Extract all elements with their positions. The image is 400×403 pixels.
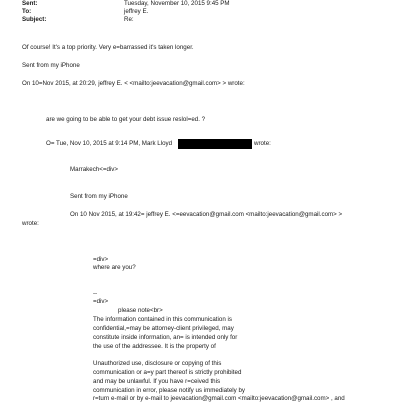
subject-value: Re: [124,16,134,23]
disclaimer-line-2: confidential,=may be attorney-client privileged, may [93,325,234,332]
div-open-tag-2: =div> [93,298,109,305]
where-are-you: where are you? [93,264,136,271]
sent-from-iphone-1: Sent from my iPhone [22,62,80,69]
quote-header-1: On 10=Nov 2015, at 20:29, jeffrey E. < <mailto:jeevacation@gmail.com> > wrote: [22,80,245,87]
quote-header-3-wrote: wrote: [22,220,39,227]
quote-header-2-prefix: O= Tue, Nov 10, 2015 at 9:14 PM, Mark Lloyd [46,140,173,147]
unauthorized-line-3: and may be unlawful. If you have r=ceived this [93,378,221,385]
unauthorized-line-4: communication in error, please notify us immediately by [93,387,246,394]
disclaimer-line-4: the use of the addressee. It is the property of [93,343,216,350]
reply-line: Of course! It's a top priority. Very e=barrassed it's taken longer. [22,44,194,51]
quote-header-2-suffix: wrote: [254,140,271,147]
disclaimer-line-3: constitute inside information, an= is intended only for [93,334,238,341]
marrakech-line: Marrakech<=div> [70,166,118,173]
to-value: jeffrey E. [124,8,149,15]
quote-header-3: On 10 Nov 2015, at 19:42= jeffrey E. <=eevacation@gmail.com <mailto:jeevacation@gmail.com> > [70,211,343,218]
redaction-bar [178,139,252,149]
sent-from-iphone-2: Sent from my iPhone [70,193,128,200]
subject-label: Subject: [22,16,47,23]
please-note: please note<br> [118,307,163,314]
unauthorized-line-2: communication or a=y part thereof is strictly prohibited [93,369,242,376]
unauthorized-line-5: r=turn e-mail or by e-mail to jeevacation@gmail.com <mailto:jeevacation@gmail.com> , and [93,395,345,402]
disclaimer-line-1: The information contained in this communication is [93,316,232,323]
unauthorized-line-1: Unauthorized use, disclosure or copying of this [93,360,222,367]
to-label: To: [22,8,32,15]
sent-value: Tuesday, November 10, 2015 9:45 PM [124,0,230,7]
div-open-tag: =div> [93,256,109,263]
signature-dashes: -- [93,290,98,297]
question-line: are we going to be able to get your debt issue reslol=ed. ? [46,116,206,123]
sent-label: Sent: [22,0,38,7]
